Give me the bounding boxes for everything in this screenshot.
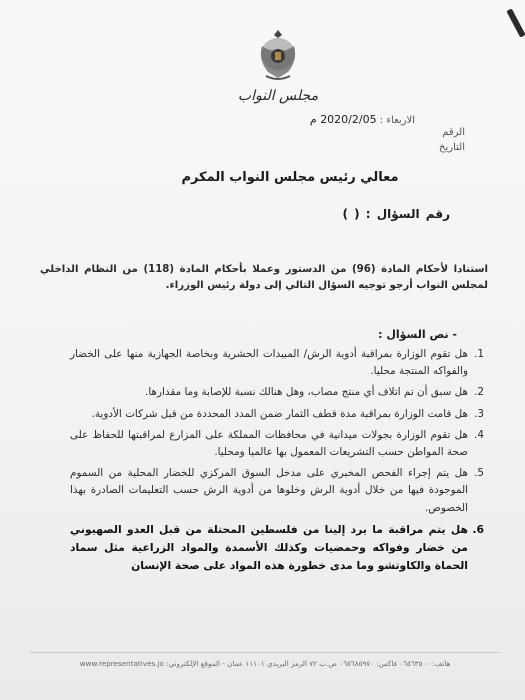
question-item: 6. هل يتم مراقبة ما يرد إلينا من فلسطين المحتلة من قبل العدو الصهيوني من خضار وفواكه وحمضيات وكذلك الأسمدة والمواد الزراعية مثل سماد الحماة والكاوتشو وما مدى خطورة هذه المواد على صحة الإنسان <box>70 522 484 572</box>
question-item: 1. هل تقوم الوزارة بمراقبة أدوية الرش/ المبيدات الحشرية وبخاصة الجهازية منها على الخضار والفواكه المنتجة محليا. <box>70 348 484 378</box>
question-item: 3. هل قامت الوزارة بمراقبة مدة قطف الثمار ضمن المدد المحددة من قبل شركات الأدوية. <box>91 407 484 420</box>
addressee-title: معالي رئيس مجلس النواب المكرم <box>181 170 399 185</box>
council-name-logo: مجلس النواب <box>237 88 319 104</box>
day-label: الاربعاء : <box>379 115 415 126</box>
question-text-label: - نص السؤال : <box>378 328 457 341</box>
question-item: 4. هل تقوم الوزارة بجولات ميدانية في محافظات المملكة على المزارع لمراقبتها للحفاظ على صحة المواطن حسب التشريعات المعمول بها عالميا ومحليا. <box>70 428 484 459</box>
question-item: 2. هل سبق أن تم اتلاف أي منتج مصاب، وهل هنالك نسبة للإصابة وما مقدارها. <box>145 386 484 399</box>
intro-paragraph: استنادا لأحكام المادة (96) من الدستور وعملا بأحكام المادة (118) من النظام الداخلي لمجلس النواب أرجو توجيه السؤال التالي إلى دولة رئيس الوزراء. <box>40 264 488 291</box>
question-list <box>70 346 484 579</box>
day-date-row <box>310 113 415 126</box>
number-label: الرقم <box>442 127 465 138</box>
question-item: 5. هل يتم إجراء الفحص المخبري على مدخل السوق المركزي للخضار المحلية من السموم الموجودة فيها من خلال أدوية الرش وخلوها من أدوية الرش حسب التعليمات الصادرة بهذا الخصوص. <box>70 467 484 514</box>
date-label: التاريخ <box>439 142 465 153</box>
question-number: رقم السؤال : ( ) <box>342 207 450 221</box>
corner-ink-mark <box>506 8 525 37</box>
coat-of-arms-emblem <box>256 26 300 84</box>
date-value: 2020/2/05 م <box>309 113 377 126</box>
footer-contact: هاتف: ٠٦٥٦٣٥٠٠ فاكس: ٠٦٥٦٨٥٩٧٠ ص.ب ٧٢ الرمز البريدي ١١١٠١ عمان - الموقع الإلكتروني: www.representatives.jo <box>30 652 500 668</box>
